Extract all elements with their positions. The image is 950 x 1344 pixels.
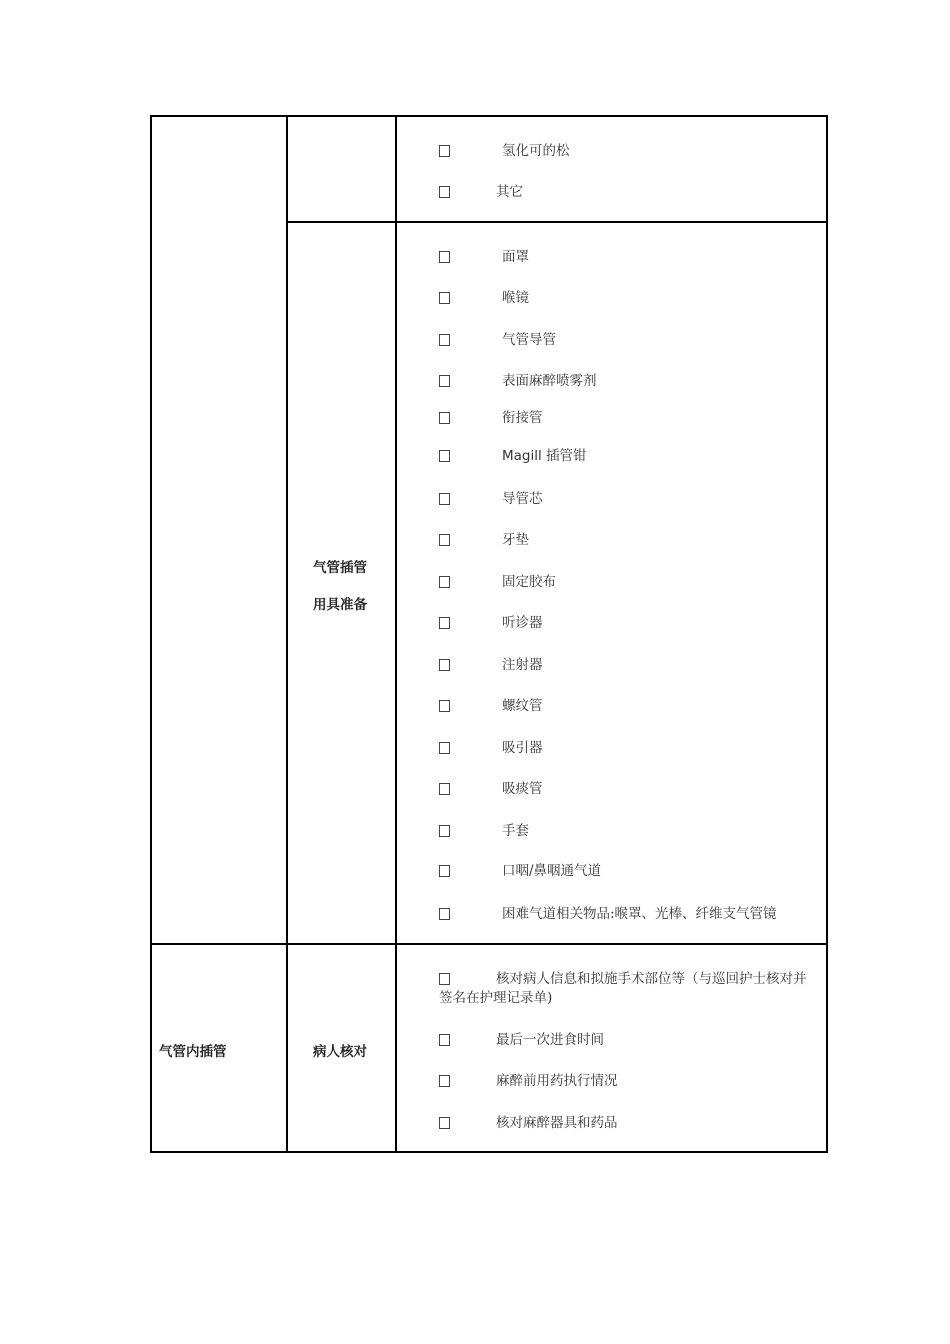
item-label: 最后一次进食时间: [496, 1032, 604, 1048]
item-label: 吸痰管: [502, 781, 543, 797]
table-border-left: [150, 115, 152, 1153]
checkbox[interactable]: [439, 783, 450, 795]
checkbox[interactable]: [439, 450, 450, 462]
checkbox[interactable]: [439, 700, 450, 712]
item-label: 导管芯: [502, 491, 543, 507]
checkbox[interactable]: [439, 334, 450, 346]
item-label: 其它: [496, 184, 523, 200]
checkbox[interactable]: [439, 742, 450, 754]
prep-label-line2: 用具准备: [313, 597, 367, 613]
checkbox[interactable]: [439, 908, 450, 920]
checkbox[interactable]: [439, 1034, 450, 1046]
item-label: 气管导管: [502, 332, 556, 348]
patient-check-label: 病人核对: [313, 1044, 367, 1060]
checkbox[interactable]: [439, 1117, 450, 1129]
item-label: 表面麻醉喷雾剂: [502, 373, 597, 389]
checkbox[interactable]: [439, 375, 450, 387]
item-label: 口咽/鼻咽通气道: [502, 863, 602, 879]
checkbox[interactable]: [439, 576, 450, 588]
checkbox[interactable]: [439, 145, 450, 157]
checkbox[interactable]: [439, 412, 450, 424]
row-divider-middle: [150, 943, 827, 945]
item-label: 喉镜: [502, 290, 529, 306]
item-label-wrapped: 核对病人信息和拟施手术部位等（与巡回护士核对并签名在护理记录单): [439, 971, 807, 1006]
table-border-right: [826, 115, 828, 1153]
column-divider-1: [286, 115, 288, 1153]
checkbox[interactable]: [439, 659, 450, 671]
item-label: 吸引器: [502, 740, 543, 756]
checkbox[interactable]: [439, 617, 450, 629]
row-divider-top: [286, 221, 827, 223]
item-label: 注射器: [502, 657, 543, 673]
checkbox[interactable]: [439, 292, 450, 304]
checklist-table: [150, 115, 827, 1153]
table-border-top: [150, 115, 827, 117]
item-label: 氢化可的松: [502, 143, 570, 159]
item-label: 固定胶布: [502, 574, 556, 590]
checkbox[interactable]: [439, 865, 450, 877]
procedure-label: 气管内插管: [159, 1044, 227, 1060]
checkbox[interactable]: [439, 534, 450, 546]
item-label: 听诊器: [502, 615, 543, 631]
table-border-bottom: [150, 1151, 827, 1153]
column-divider-2: [395, 115, 397, 1153]
prep-label-line1: 气管插管: [313, 560, 367, 576]
checkbox[interactable]: [439, 493, 450, 505]
item-label: Magill 插管钳: [502, 448, 587, 464]
item-label: 螺纹管: [502, 698, 543, 714]
checkbox[interactable]: [439, 1075, 450, 1087]
checkbox[interactable]: [439, 186, 450, 198]
item-label: 核对麻醉器具和药品: [496, 1115, 618, 1131]
item-label: 面罩: [502, 249, 529, 265]
checkbox[interactable]: [439, 251, 450, 263]
checkbox[interactable]: [439, 825, 450, 837]
item-label: 手套: [502, 823, 529, 839]
item-label: 牙垫: [502, 532, 529, 548]
item-label: 困难气道相关物品:喉罩、光棒、纤维支气管镜: [502, 906, 777, 922]
item-label: 麻醉前用药执行情况: [496, 1073, 618, 1089]
item-label: 衔接管: [502, 410, 543, 426]
